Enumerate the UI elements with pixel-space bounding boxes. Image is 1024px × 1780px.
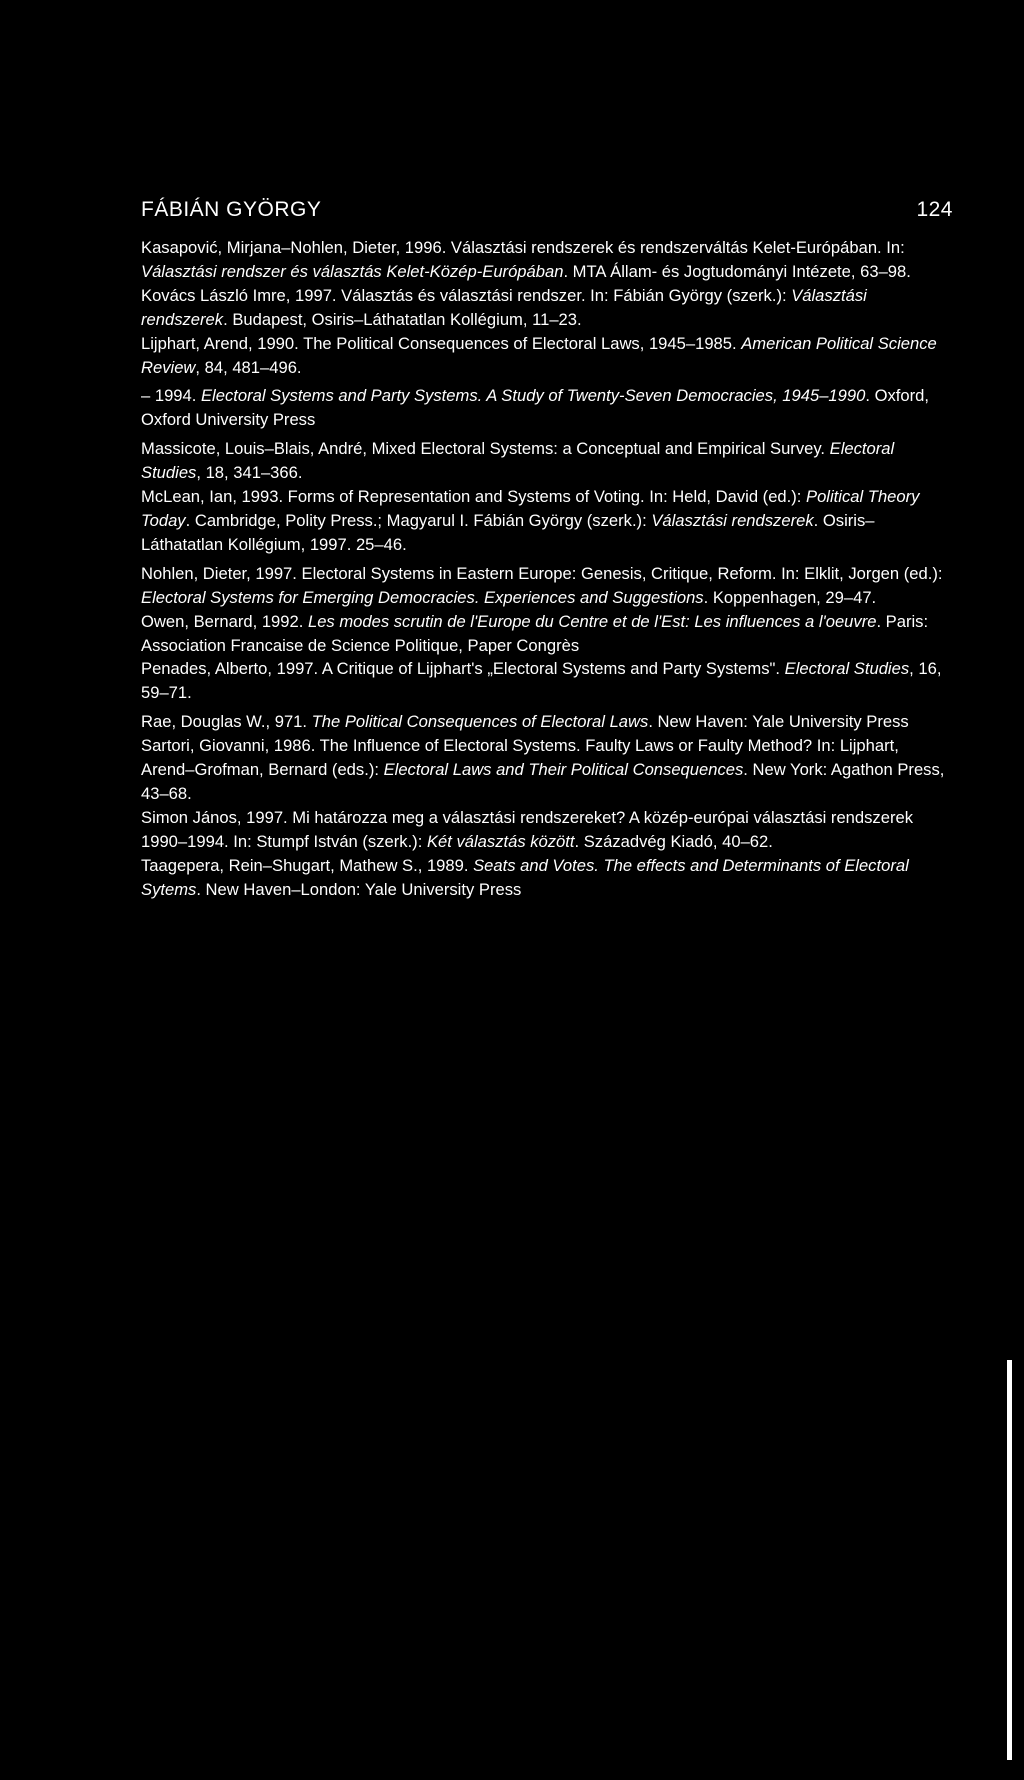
entry-text: , 18, 341–366. [196,463,303,483]
entry-text: Rae, Douglas W., 971. [141,712,312,732]
entry-text: Sartori, Giovanni, 1986. The Influence of Electoral Systems. Faulty Laws or Faulty Method? In: Lijphart, Arend–Grofman, Bernard (eds.): [141,736,899,780]
entry-text: Owen, Bernard, 1992. [141,611,308,631]
entry-title-italic: Electoral Studies [141,439,895,483]
entry-title-italic: Electoral Studies [784,659,910,679]
entry-title-italic: Választási rendszer és választás Kelet-Közép-Európában [141,261,564,281]
entry-title-italic: Electoral Laws and Their Political Consequences [383,760,744,780]
bibliography-entry [141,610,956,658]
entry-text: . New Haven: Yale University Press [648,712,909,732]
entry-text: . Budapest, Osiris–Láthatatlan Kollégium, 11–23. [223,309,582,329]
entry-title-italic: The Political Consequences of Electoral Laws [311,712,649,732]
page-header [141,198,953,222]
bibliography-entry [141,332,956,380]
entry-text: . New York: Agathon Press, 43–68. [141,760,945,803]
entry-text: . Cambridge, Polity Press.; Magyarul I. Fábián György (szerk.): [185,510,652,530]
entry-text: Nohlen, Dieter, 1997. Electoral Systems in Eastern Europe: Genesis, Critique, Reform. In: Elklit, Jorgen (ed.): [141,563,943,583]
entry-title-italic: Electoral Systems and Party Systems. A Study of Twenty-Seven Democracies, 1945–1990 [200,386,866,406]
page-number: 124 [916,198,953,221]
bibliography-entry [141,236,956,284]
entry-text: . Oxford, Oxford University Press [141,386,929,430]
entry-text: Simon János, 1997. Mi határozza meg a választási rendszereket? A közép-európai választási rendszerek 1990–1994. In: Stumpf István (szerk.): [141,807,914,851]
entry-title-italic: American Political Science Review [141,333,937,377]
running-head-author: FÁBIÁN GYÖRGY [141,198,322,221]
entry-text: . Osiris–Láthatatlan Kollégium, 1997. 25–46. [141,510,875,554]
entry-text: Massicote, Louis–Blais, André, Mixed Electoral Systems: a Conceptual and Empirical Survey. [141,439,830,459]
entry-title-italic: Political Theory Today [141,487,920,530]
entry-text: . New Haven–London: Yale University Press [196,879,522,899]
entry-title-italic: Két választás között [426,831,575,851]
entry-title-italic: Les modes scrutin de l'Europe du Centre et de l'Est: Les influences a l'oeuvre [307,611,877,631]
entry-text: . MTA Állam- és Jogtudományi Intézete, 63–98. [563,261,911,281]
bibliography-entry [141,710,956,734]
bibliography-entry [141,485,956,557]
bibliography-list [141,236,956,901]
entry-text: – 1994. [141,386,201,406]
bibliography-entry [141,437,956,485]
entry-text: , 84, 481–496. [195,357,302,377]
entry-text: Lijphart, Arend, 1990. The Political Consequences of Electoral Laws, 1945–1985. [141,333,742,353]
entry-text: Kovács László Imre, 1997. Választás és választási rendszer. In: Fábián György (szerk.): [141,285,792,305]
entry-text: Kasapović, Mirjana–Nohlen, Dieter, 1996. Választási rendszerek és rendszerváltás Kelet-Európában. In: [141,238,905,257]
bibliography-entry [141,806,956,854]
bibliography-entry [141,734,956,806]
bibliography-entry [141,562,956,610]
bibliography-entry [141,854,956,902]
bibliography-entry [141,657,956,705]
bibliography-entry [141,384,956,432]
entry-text: Penades, Alberto, 1997. A Critique of Lijphart's „Electoral Systems and Party Systems". [141,659,785,679]
scan-edge-bar [1007,1360,1012,1760]
entry-title-italic: Seats and Votes. The effects and Determinants of Electoral Sytems [141,855,909,899]
entry-text: McLean, Ian, 1993. Forms of Representation and Systems of Voting. In: Held, David (ed.): [141,487,807,507]
entry-title-italic: Electoral Systems for Emerging Democracies. Experiences and Suggestions [141,587,704,607]
entry-text: . Paris: Association Francaise de Science Politique, Paper Congrès [141,611,929,655]
entry-text: . Századvég Kiadó, 40–62. [574,831,773,851]
entry-text: Taagepera, Rein–Shugart, Mathew S., 1989. [141,855,474,875]
entry-title-italic: Választási rendszerek [651,510,814,530]
entry-title-italic: Választási rendszerek [141,285,867,329]
bibliography-entry [141,284,956,332]
entry-text: , 16, 59–71. [141,659,942,703]
entry-text: . Koppenhagen, 29–47. [703,587,877,607]
